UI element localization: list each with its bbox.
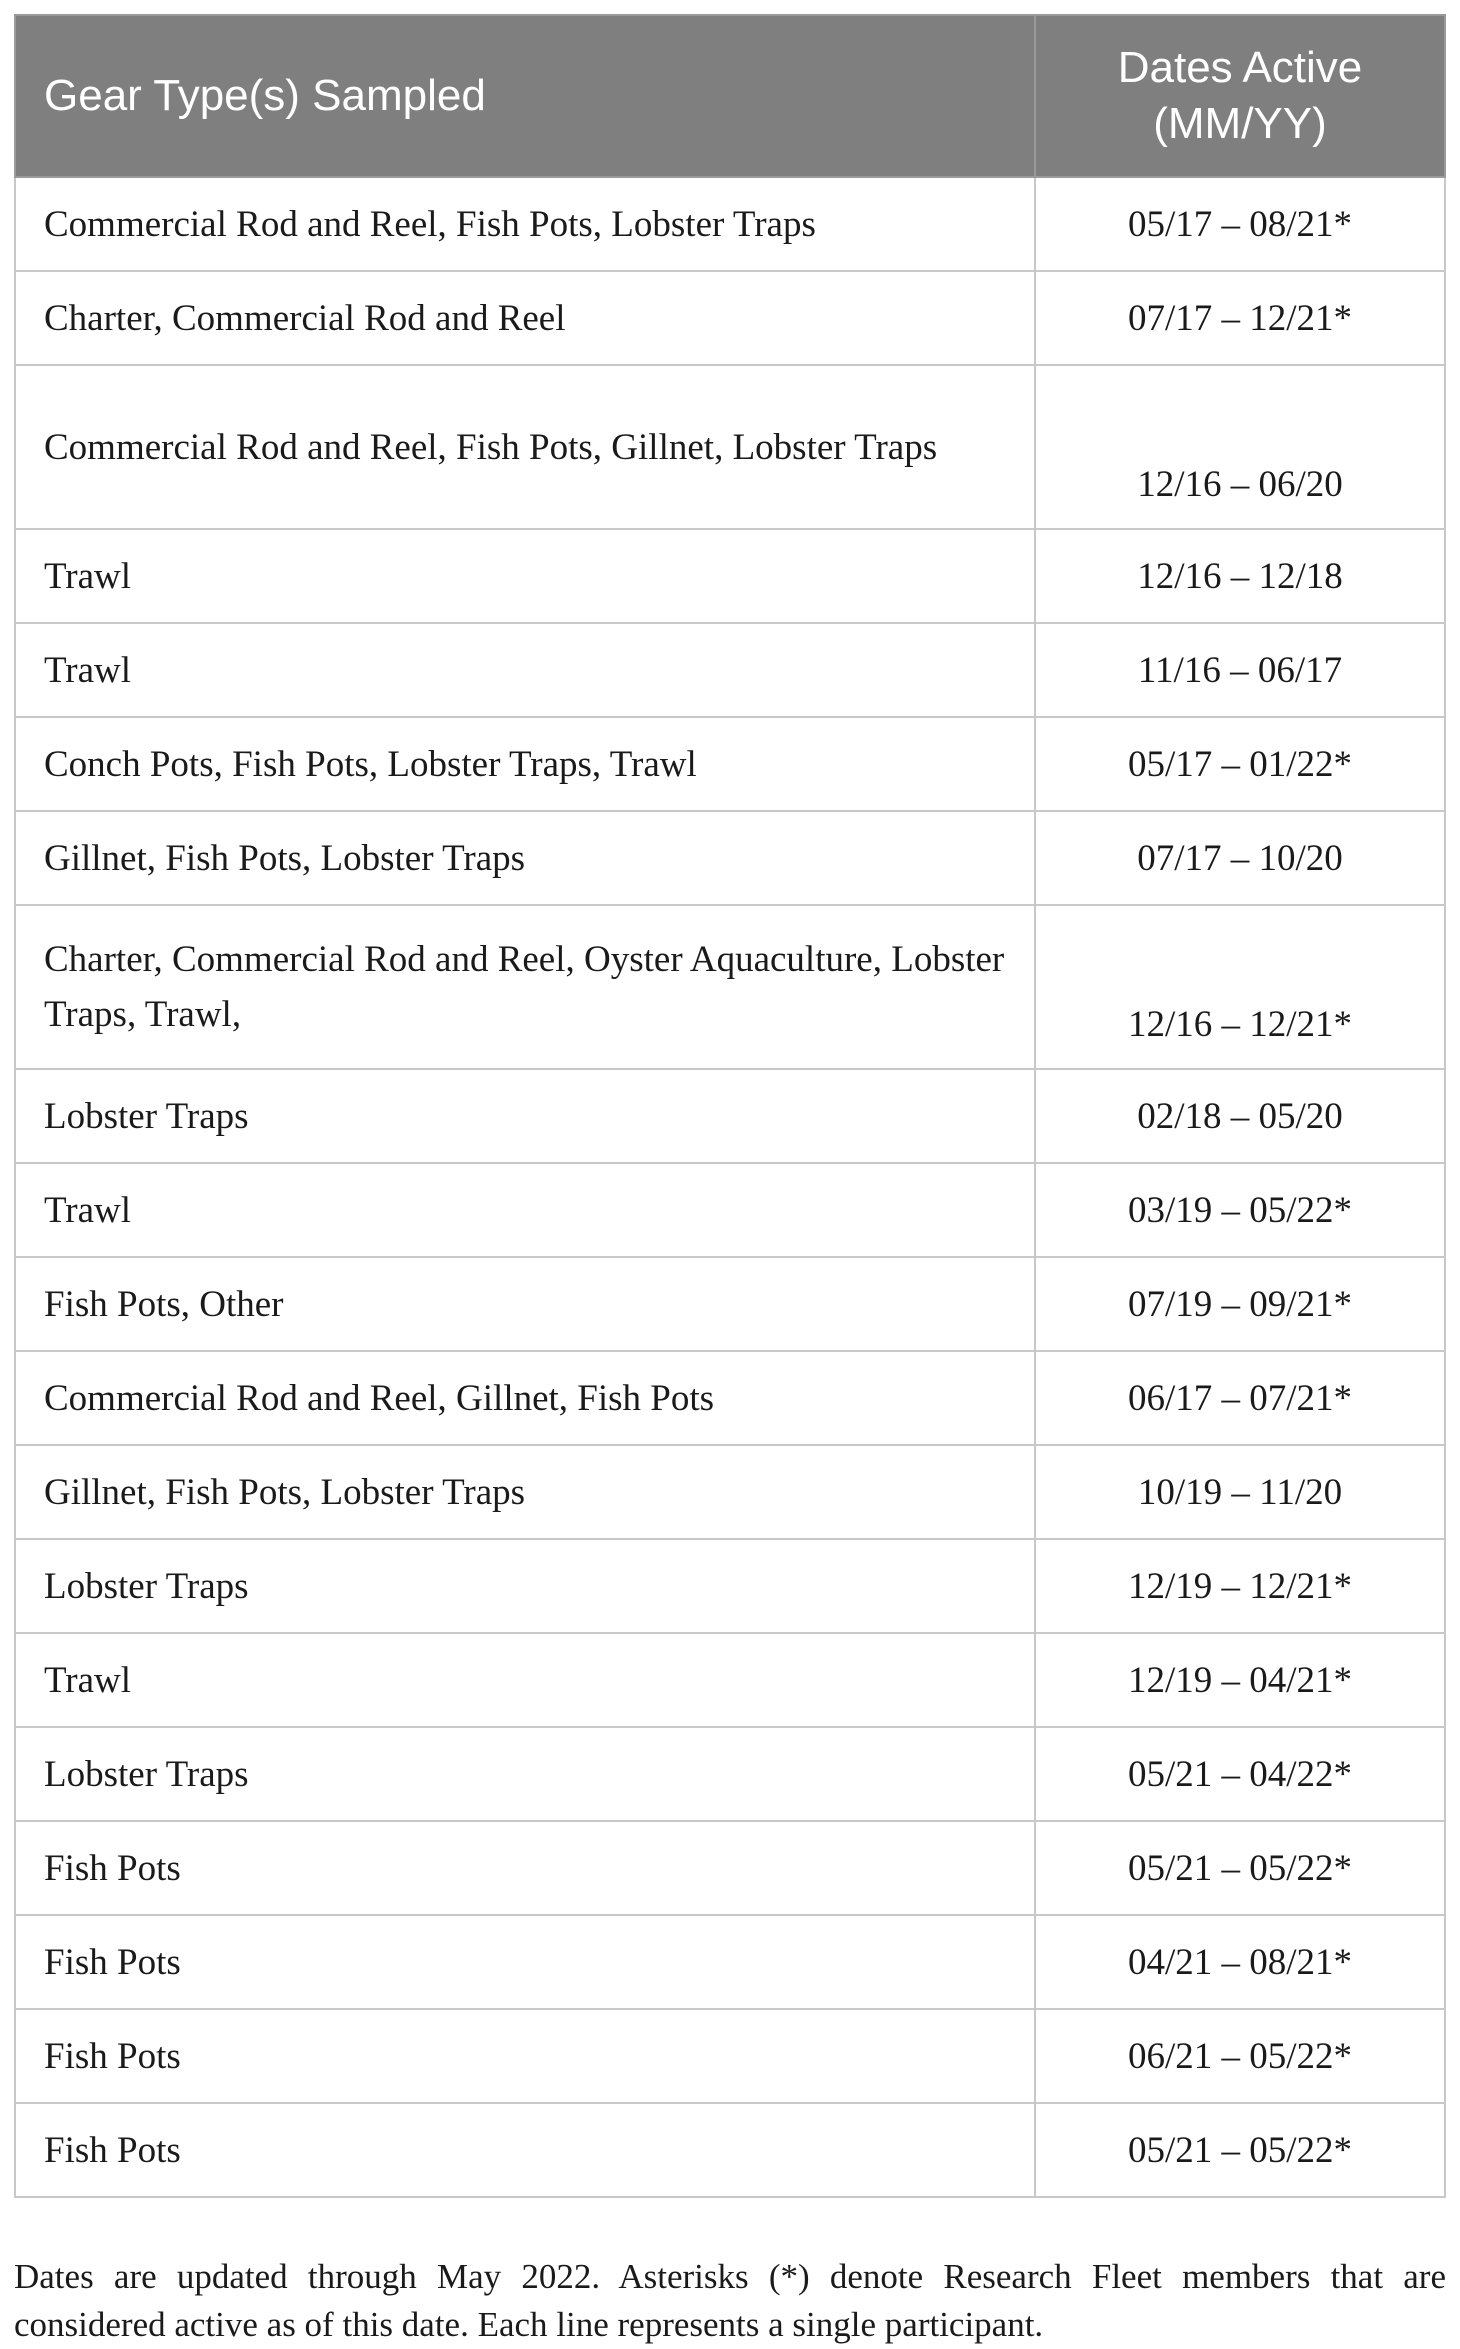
dates-cell: 12/16 – 12/18: [1035, 529, 1445, 623]
table-row: [15, 1069, 1445, 1163]
gear-cell: Charter, Commercial Rod and Reel: [15, 271, 1035, 365]
table-row: [15, 717, 1445, 811]
dates-cell: 05/17 – 08/21*: [1035, 177, 1445, 271]
gear-cell: Fish Pots: [15, 2009, 1035, 2103]
dates-cell: 05/21 – 04/22*: [1035, 1727, 1445, 1821]
table-row: [15, 365, 1445, 529]
table-row: [15, 1539, 1445, 1633]
gear-cell: Commercial Rod and Reel, Fish Pots, Lobster Traps: [15, 177, 1035, 271]
dates-cell: 06/17 – 07/21*: [1035, 1351, 1445, 1445]
table-row: [15, 271, 1445, 365]
table-row: [15, 2103, 1445, 2197]
gear-cell: Charter, Commercial Rod and Reel, Oyster Aquaculture, Lobster Traps, Trawl,: [15, 905, 1035, 1069]
table-header-row: [15, 15, 1445, 177]
dates-cell: 03/19 – 05/22*: [1035, 1163, 1445, 1257]
dates-cell: 12/16 – 12/21*: [1035, 905, 1445, 1069]
gear-cell: Commercial Rod and Reel, Gillnet, Fish Pots: [15, 1351, 1035, 1445]
header-dates-active: [1035, 15, 1445, 177]
gear-cell: Trawl: [15, 1163, 1035, 1257]
table-row: [15, 1821, 1445, 1915]
dates-cell: 07/17 – 12/21*: [1035, 271, 1445, 365]
gear-dates-table: [14, 14, 1446, 2198]
gear-cell: Conch Pots, Fish Pots, Lobster Traps, Trawl: [15, 717, 1035, 811]
table-row: [15, 1727, 1445, 1821]
gear-cell: Lobster Traps: [15, 1539, 1035, 1633]
dates-cell: 05/21 – 05/22*: [1035, 1821, 1445, 1915]
gear-cell: Fish Pots, Other: [15, 1257, 1035, 1351]
table-row: [15, 1351, 1445, 1445]
table-row: [15, 1633, 1445, 1727]
dates-cell: 12/19 – 12/21*: [1035, 1539, 1445, 1633]
dates-cell: 11/16 – 06/17: [1035, 623, 1445, 717]
gear-cell: Lobster Traps: [15, 1069, 1035, 1163]
dates-cell: 02/18 – 05/20: [1035, 1069, 1445, 1163]
dates-cell: 12/16 – 06/20: [1035, 365, 1445, 529]
gear-dates-table-container: [14, 14, 1444, 2198]
table-row: [15, 1163, 1445, 1257]
header-gear-type: Gear Type(s) Sampled: [15, 15, 1035, 177]
table-row: [15, 1445, 1445, 1539]
table-row: [15, 811, 1445, 905]
gear-cell: Trawl: [15, 529, 1035, 623]
table-row: [15, 2009, 1445, 2103]
gear-cell: Commercial Rod and Reel, Fish Pots, Gillnet, Lobster Traps: [15, 365, 1035, 529]
dates-cell: 07/19 – 09/21*: [1035, 1257, 1445, 1351]
table-row: [15, 905, 1445, 1069]
gear-cell: Trawl: [15, 1633, 1035, 1727]
table-row: [15, 623, 1445, 717]
gear-cell: Trawl: [15, 623, 1035, 717]
dates-cell: 10/19 – 11/20: [1035, 1445, 1445, 1539]
table-row: [15, 177, 1445, 271]
table-row: [15, 1257, 1445, 1351]
header-dates-line1: Dates Active: [1117, 43, 1363, 92]
dates-cell: 12/19 – 04/21*: [1035, 1633, 1445, 1727]
gear-cell: Gillnet, Fish Pots, Lobster Traps: [15, 1445, 1035, 1539]
gear-cell: Gillnet, Fish Pots, Lobster Traps: [15, 811, 1035, 905]
gear-cell: Lobster Traps: [15, 1727, 1035, 1821]
header-dates-line2: (MM/YY): [1153, 99, 1327, 148]
gear-cell: Fish Pots: [15, 1915, 1035, 2009]
dates-cell: 06/21 – 05/22*: [1035, 2009, 1445, 2103]
gear-cell: Fish Pots: [15, 1821, 1035, 1915]
dates-cell: 07/17 – 10/20: [1035, 811, 1445, 905]
gear-cell: Fish Pots: [15, 2103, 1035, 2197]
table-row: [15, 1915, 1445, 2009]
table-footnote: Dates are updated through May 2022. Asterisks (*) denote Research Fleet members that are considered active as of this date. Each line represents a single participant.: [14, 2257, 1446, 2344]
table-row: [15, 529, 1445, 623]
dates-cell: 05/17 – 01/22*: [1035, 717, 1445, 811]
dates-cell: 05/21 – 05/22*: [1035, 2103, 1445, 2197]
dates-cell: 04/21 – 08/21*: [1035, 1915, 1445, 2009]
